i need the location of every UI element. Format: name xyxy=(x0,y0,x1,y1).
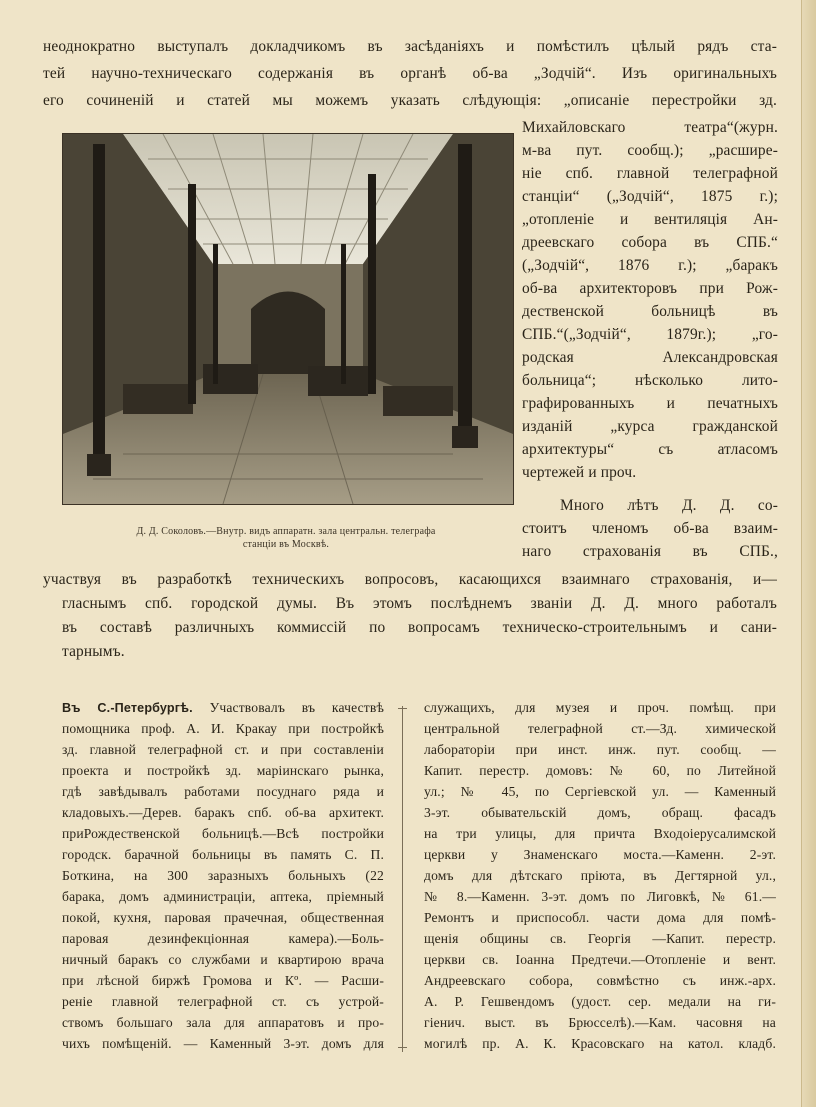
body-text-line: ствомъ большаго зала для аппаратовъ и про- xyxy=(62,1015,384,1030)
body-text-line: церкви у Знаменскаго моста.—Каменн. 2-эт. xyxy=(424,847,776,862)
divider-tick xyxy=(398,708,407,709)
body-text-line: реніе главной телеграфной ст. съ устрой- xyxy=(62,994,384,1009)
body-text-line: щенія общины св. Георгія —Капит. перестр. xyxy=(424,931,776,946)
body-text-line: на три улицы, для причта Входоіерусалимской xyxy=(424,826,776,841)
body-text-line: кладовыхъ.—Дерев. баракъ спб. об-ва архитект. xyxy=(62,805,384,820)
body-text-line: дреевскаго собора въ СПБ.“ xyxy=(522,234,778,251)
body-text-line: при лѣсной биржѣ Громова и Кº. — Расши- xyxy=(62,973,384,988)
body-text-line: изданій „курса гражданской xyxy=(522,418,778,435)
body-text-line: СПБ.“(„Зодчій“, 1879г.); „го- xyxy=(522,326,778,343)
telegraph-hall-illustration xyxy=(63,134,513,504)
body-text-line: стоитъ членомъ об-ва взаим- xyxy=(522,520,778,537)
body-text-line: тарнымъ. xyxy=(62,643,125,660)
body-text-line: гласнымъ спб. городской думы. Въ этомъ послѣднемъ званіи Д. Д. много работалъ xyxy=(62,595,777,612)
section-heading: Въ С.-Петербургѣ. xyxy=(62,701,193,715)
body-text-line: („Зодчій“, 1876 г.); „баракъ xyxy=(522,257,778,274)
body-text-line: больница“; нѣсколько лито- xyxy=(522,372,778,389)
body-text-line: центральной телеграфной ст.—Зд. химической xyxy=(424,721,776,736)
column-divider xyxy=(402,706,403,1052)
body-text-line: ніе спб. главной телеграфной xyxy=(522,165,778,182)
body-text-line: гдѣ завѣдывалъ работами посуднаго ряда и xyxy=(62,784,384,799)
body-text-line: домъ для дѣтскаго пріюта, въ Дегтярной ул., xyxy=(424,868,776,883)
photo-caption xyxy=(55,525,517,551)
body-text-line: Капит. перестр. домовъ: № 60, по Литейной xyxy=(424,763,776,778)
body-text-line: паровая дезинфекціонная камера).—Боль- xyxy=(62,931,384,946)
body-text-line: м-ва пут. сообщ.); „расшире- xyxy=(522,142,778,159)
telegraph-hall-photo xyxy=(62,133,514,505)
body-text-line: № 8.—Каменн. 3-эт. домъ по Лиговкѣ, № 61.— xyxy=(424,889,776,904)
body-text-line: об-ва архитекторовъ при Рож- xyxy=(522,280,778,297)
body-text-line: чихъ помѣщеній. — Каменный 3-эт. домъ для xyxy=(62,1036,384,1051)
body-text-line: приРождественской больницѣ.—Всѣ постройки xyxy=(62,826,384,841)
body-text-line: могилѣ пр. А. К. Красовскаго на катол. кладб. xyxy=(424,1036,776,1051)
body-text-line: ул.; № 45, по Сергіевской ул. — Каменный xyxy=(424,784,776,799)
body-text-line: его сочиненій и статей мы можемъ указать слѣдующія: „описаніе перестройки зд. xyxy=(43,92,777,109)
body-text-line: участвуя въ разработкѣ техническихъ вопросовъ, касающихся взаимнаго страхованія, и— xyxy=(43,571,777,588)
body-text-line: Ремонтъ и приспособл. части дома для помѣ- xyxy=(424,910,776,925)
body-text-line: „отопленіе и вентиляція Ан- xyxy=(522,211,778,228)
body-text-line: архитектуры“ съ атласомъ xyxy=(522,441,778,458)
body-text-line: городск. барачной больницы въ память С. П. xyxy=(62,847,384,862)
body-text-line: служащихъ, для музея и проч. помѣщ. при xyxy=(424,700,776,715)
body-text-line: покой, кухня, паровая прачечная, общественная xyxy=(62,910,384,925)
body-text-line: лабораторіи при инст. инж. пут. сообщ. — xyxy=(424,742,776,757)
body-text-line: Много лѣтъ Д. Д. со- xyxy=(560,497,778,514)
body-text-line: дественской больницѣ въ xyxy=(522,303,778,320)
body-text-line: А. Р. Гешвендомъ (удост. сер. медали на ги- xyxy=(424,994,776,1009)
body-text-line: помощника проф. А. И. Кракау при постройкѣ xyxy=(62,721,384,736)
body-text-line: барака, домъ администраціи, аптека, пріемный xyxy=(62,889,384,904)
body-text-fragment: Участвовалъ въ качествѣ xyxy=(209,700,384,715)
photo-caption-line: станціи въ Москвѣ. xyxy=(242,539,330,550)
body-text-line: въ составѣ различныхъ коммиссій по вопросамъ техническо-строительнымъ и сани- xyxy=(62,619,777,636)
body-text-line: Боткина, на 300 заразныхъ больныхъ (22 xyxy=(62,868,384,883)
page-edge xyxy=(801,0,816,1107)
body-text-line: зд. главной телеграфной ст. и при составленіи xyxy=(62,742,384,757)
body-text-line: станціи“ („Зодчій“, 1875 г.); xyxy=(522,188,778,205)
body-text-line: ничный баракъ со службами и квартирою врача xyxy=(62,952,384,967)
body-text-line: гіенич. выст. въ Брюсселѣ).—Кам. часовня на xyxy=(424,1015,776,1030)
body-text-line: графированныхъ и печатныхъ xyxy=(522,395,778,412)
body-text-line: 3-эт. обывательскій домъ, обращ. фасадъ xyxy=(424,805,776,820)
body-text-line xyxy=(62,698,384,718)
body-text-line: наго страхованія въ СПБ., xyxy=(522,543,778,560)
body-text-line: неоднократно выступалъ докладчикомъ въ засѣданіяхъ и помѣстилъ цѣлый рядъ ста- xyxy=(43,38,777,55)
body-text-line: чертежей и проч. xyxy=(522,464,637,481)
body-text-line: Михайловскаго театра“(журн. xyxy=(522,119,778,136)
divider-tick xyxy=(398,1047,407,1048)
body-text-line: церкви св. Іоанна Предтечи.—Отопленіе и вент. xyxy=(424,952,776,967)
body-text-line: проекта и постройкѣ зд. маріинскаго рынка, xyxy=(62,763,384,778)
photo-caption-line: Д. Д. Соколовъ.—Внутр. видъ аппаратн. зала центральн. телеграфа xyxy=(136,526,436,537)
body-text-line: Андреевскаго собора, совмѣстно съ инж.-арх. xyxy=(424,973,776,988)
body-text-line: родская Александровская xyxy=(522,349,778,366)
body-text-line: тей научно-техническаго содержанія въ органѣ об-ва „Зодчій“. Изъ оригинальныхъ xyxy=(43,65,777,82)
